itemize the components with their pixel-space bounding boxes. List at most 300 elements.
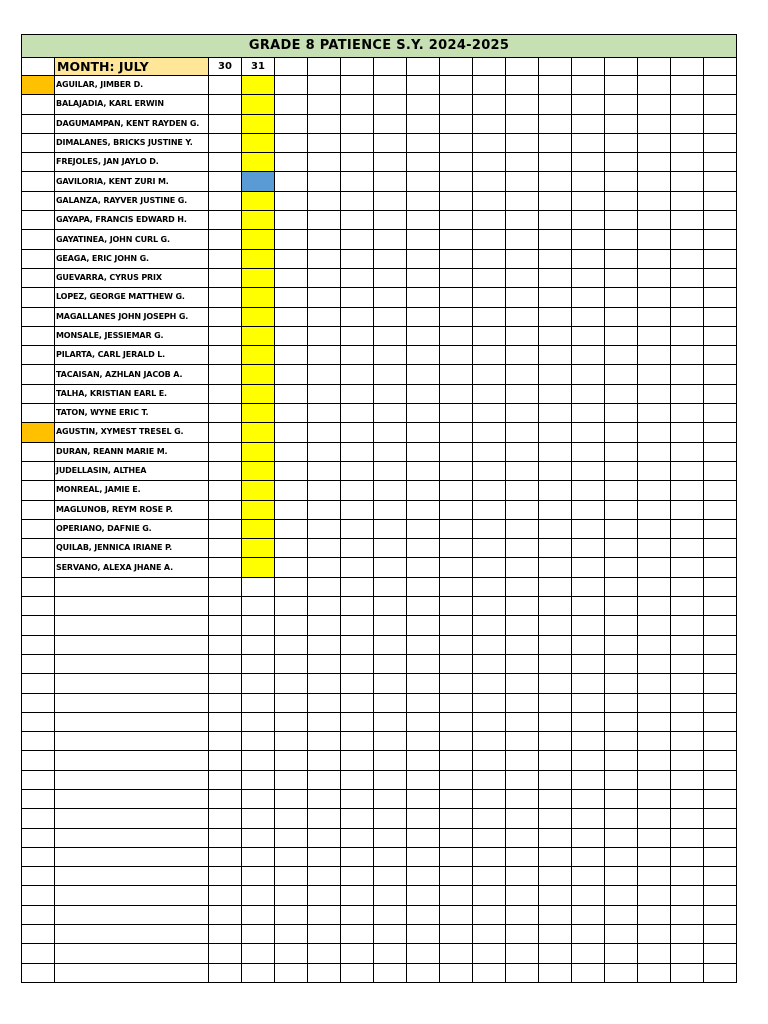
empty-cell[interactable] [440, 674, 473, 693]
empty-cell[interactable] [638, 635, 671, 654]
attendance-cell[interactable] [473, 76, 506, 95]
empty-cell[interactable] [605, 635, 638, 654]
attendance-cell[interactable] [308, 307, 341, 326]
attendance-cell[interactable] [638, 153, 671, 172]
student-name[interactable]: MAGALLANES JOHN JOSEPH G. [55, 307, 209, 326]
attendance-cell[interactable] [605, 153, 638, 172]
attendance-cell[interactable] [539, 423, 572, 442]
attendance-cell[interactable] [440, 268, 473, 287]
attendance-cell[interactable] [506, 423, 539, 442]
empty-cell[interactable] [605, 712, 638, 731]
empty-cell[interactable] [22, 828, 55, 847]
attendance-cell[interactable] [341, 268, 374, 287]
attendance-cell-31[interactable] [242, 519, 275, 538]
attendance-cell[interactable] [704, 133, 737, 152]
empty-cell[interactable] [671, 886, 704, 905]
empty-cell[interactable] [308, 654, 341, 673]
empty-cell[interactable] [374, 635, 407, 654]
attendance-cell[interactable] [539, 76, 572, 95]
attendance-cell[interactable] [539, 346, 572, 365]
attendance-cell[interactable] [506, 442, 539, 461]
attendance-cell[interactable] [572, 249, 605, 268]
empty-cell[interactable] [473, 944, 506, 963]
empty-cell[interactable] [539, 925, 572, 944]
empty-cell[interactable] [341, 828, 374, 847]
empty-cell[interactable] [671, 654, 704, 673]
attendance-cell[interactable] [506, 404, 539, 423]
attendance-cell[interactable] [605, 249, 638, 268]
attendance-cell[interactable] [341, 307, 374, 326]
attendance-cell[interactable] [407, 249, 440, 268]
header-cell[interactable] [572, 58, 605, 76]
empty-cell[interactable] [572, 732, 605, 751]
attendance-cell[interactable] [671, 268, 704, 287]
header-cell[interactable] [374, 58, 407, 76]
attendance-cell[interactable] [671, 153, 704, 172]
empty-cell[interactable] [572, 693, 605, 712]
attendance-cell-31[interactable] [242, 307, 275, 326]
attendance-cell[interactable] [605, 307, 638, 326]
empty-cell[interactable] [671, 963, 704, 982]
attendance-cell[interactable] [308, 288, 341, 307]
attendance-cell[interactable] [704, 519, 737, 538]
attendance-cell[interactable] [539, 249, 572, 268]
attendance-cell[interactable] [671, 230, 704, 249]
attendance-cell[interactable] [341, 519, 374, 538]
attendance-cell[interactable] [341, 500, 374, 519]
empty-cell[interactable] [506, 577, 539, 596]
group-marker-cell[interactable] [22, 172, 55, 191]
attendance-cell-30[interactable] [209, 288, 242, 307]
empty-cell[interactable] [440, 712, 473, 731]
empty-cell[interactable] [473, 828, 506, 847]
attendance-cell-31[interactable] [242, 133, 275, 152]
attendance-cell[interactable] [572, 326, 605, 345]
attendance-cell[interactable] [671, 442, 704, 461]
empty-cell[interactable] [407, 597, 440, 616]
attendance-cell[interactable] [605, 211, 638, 230]
group-marker-cell[interactable] [22, 288, 55, 307]
empty-cell[interactable] [572, 577, 605, 596]
empty-cell[interactable] [275, 925, 308, 944]
empty-cell[interactable] [671, 809, 704, 828]
attendance-cell[interactable] [308, 500, 341, 519]
attendance-cell[interactable] [275, 211, 308, 230]
empty-cell[interactable] [341, 867, 374, 886]
empty-cell[interactable] [638, 886, 671, 905]
attendance-cell[interactable] [671, 133, 704, 152]
group-marker-cell[interactable] [22, 95, 55, 114]
empty-cell[interactable] [671, 635, 704, 654]
empty-cell[interactable] [506, 751, 539, 770]
attendance-cell[interactable] [374, 114, 407, 133]
attendance-cell[interactable] [671, 519, 704, 538]
attendance-cell[interactable] [473, 404, 506, 423]
header-cell[interactable] [308, 58, 341, 76]
empty-cell[interactable] [209, 963, 242, 982]
header-cell[interactable] [473, 58, 506, 76]
empty-cell[interactable] [275, 905, 308, 924]
empty-cell[interactable] [539, 654, 572, 673]
attendance-cell[interactable] [605, 404, 638, 423]
empty-cell[interactable] [704, 809, 737, 828]
attendance-cell[interactable] [473, 153, 506, 172]
empty-cell[interactable] [55, 905, 209, 924]
month-label[interactable]: MONTH: JULY [55, 58, 209, 76]
empty-cell[interactable] [473, 809, 506, 828]
attendance-cell[interactable] [473, 230, 506, 249]
empty-cell[interactable] [440, 751, 473, 770]
attendance-cell[interactable] [308, 346, 341, 365]
attendance-cell[interactable] [275, 423, 308, 442]
attendance-cell[interactable] [275, 76, 308, 95]
empty-cell[interactable] [242, 732, 275, 751]
attendance-cell[interactable] [308, 268, 341, 287]
empty-cell[interactable] [22, 635, 55, 654]
empty-cell[interactable] [638, 616, 671, 635]
attendance-cell-30[interactable] [209, 539, 242, 558]
empty-cell[interactable] [506, 616, 539, 635]
empty-cell[interactable] [275, 674, 308, 693]
empty-cell[interactable] [605, 577, 638, 596]
attendance-cell[interactable] [506, 230, 539, 249]
empty-cell[interactable] [605, 963, 638, 982]
empty-cell[interactable] [572, 789, 605, 808]
empty-cell[interactable] [704, 597, 737, 616]
attendance-cell[interactable] [506, 153, 539, 172]
empty-cell[interactable] [539, 693, 572, 712]
attendance-cell[interactable] [374, 539, 407, 558]
empty-cell[interactable] [539, 809, 572, 828]
empty-cell[interactable] [242, 867, 275, 886]
empty-cell[interactable] [209, 732, 242, 751]
attendance-cell[interactable] [341, 481, 374, 500]
empty-cell[interactable] [572, 654, 605, 673]
attendance-cell[interactable] [275, 326, 308, 345]
attendance-cell[interactable] [440, 481, 473, 500]
empty-cell[interactable] [275, 616, 308, 635]
empty-cell[interactable] [209, 693, 242, 712]
attendance-cell[interactable] [704, 404, 737, 423]
header-cell[interactable] [440, 58, 473, 76]
attendance-cell[interactable] [704, 288, 737, 307]
attendance-cell[interactable] [308, 191, 341, 210]
empty-cell[interactable] [638, 963, 671, 982]
attendance-cell[interactable] [473, 558, 506, 577]
attendance-cell[interactable] [539, 191, 572, 210]
empty-cell[interactable] [275, 867, 308, 886]
attendance-cell-30[interactable] [209, 268, 242, 287]
empty-cell[interactable] [572, 925, 605, 944]
empty-cell[interactable] [374, 828, 407, 847]
empty-cell[interactable] [22, 963, 55, 982]
attendance-cell[interactable] [671, 307, 704, 326]
empty-cell[interactable] [308, 789, 341, 808]
empty-cell[interactable] [55, 867, 209, 886]
empty-cell[interactable] [341, 654, 374, 673]
attendance-cell-30[interactable] [209, 346, 242, 365]
empty-cell[interactable] [506, 712, 539, 731]
empty-cell[interactable] [572, 635, 605, 654]
header-cell[interactable] [275, 58, 308, 76]
empty-cell[interactable] [407, 751, 440, 770]
empty-cell[interactable] [209, 905, 242, 924]
attendance-cell[interactable] [374, 172, 407, 191]
empty-cell[interactable] [440, 654, 473, 673]
attendance-cell[interactable] [374, 423, 407, 442]
attendance-cell[interactable] [704, 95, 737, 114]
attendance-cell[interactable] [275, 461, 308, 480]
empty-cell[interactable] [407, 789, 440, 808]
attendance-cell[interactable] [671, 288, 704, 307]
attendance-cell[interactable] [407, 500, 440, 519]
attendance-cell[interactable] [374, 500, 407, 519]
empty-cell[interactable] [704, 751, 737, 770]
group-marker-cell[interactable] [22, 481, 55, 500]
attendance-cell[interactable] [473, 172, 506, 191]
empty-cell[interactable] [341, 847, 374, 866]
attendance-cell[interactable] [605, 384, 638, 403]
empty-cell[interactable] [22, 751, 55, 770]
empty-cell[interactable] [22, 577, 55, 596]
attendance-cell[interactable] [572, 172, 605, 191]
empty-cell[interactable] [440, 925, 473, 944]
attendance-cell[interactable] [341, 133, 374, 152]
empty-cell[interactable] [671, 770, 704, 789]
empty-cell[interactable] [341, 886, 374, 905]
empty-cell[interactable] [440, 789, 473, 808]
empty-cell[interactable] [407, 867, 440, 886]
empty-cell[interactable] [440, 732, 473, 751]
empty-cell[interactable] [506, 732, 539, 751]
attendance-cell[interactable] [473, 481, 506, 500]
group-marker-cell[interactable] [22, 500, 55, 519]
attendance-cell[interactable] [374, 95, 407, 114]
empty-cell[interactable] [407, 616, 440, 635]
attendance-cell[interactable] [275, 268, 308, 287]
empty-cell[interactable] [704, 944, 737, 963]
attendance-cell[interactable] [407, 172, 440, 191]
attendance-cell[interactable] [605, 558, 638, 577]
empty-cell[interactable] [506, 809, 539, 828]
attendance-cell[interactable] [605, 423, 638, 442]
attendance-cell[interactable] [407, 153, 440, 172]
empty-cell[interactable] [275, 693, 308, 712]
attendance-cell[interactable] [275, 307, 308, 326]
empty-cell[interactable] [572, 616, 605, 635]
attendance-cell[interactable] [374, 558, 407, 577]
attendance-cell[interactable] [275, 230, 308, 249]
attendance-cell-31[interactable] [242, 191, 275, 210]
attendance-cell[interactable] [473, 539, 506, 558]
attendance-cell[interactable] [605, 519, 638, 538]
attendance-cell[interactable] [572, 384, 605, 403]
empty-cell[interactable] [242, 693, 275, 712]
marker-header-cell[interactable] [22, 58, 55, 76]
empty-cell[interactable] [209, 654, 242, 673]
empty-cell[interactable] [704, 654, 737, 673]
empty-cell[interactable] [572, 770, 605, 789]
empty-cell[interactable] [341, 944, 374, 963]
attendance-cell[interactable] [473, 249, 506, 268]
empty-cell[interactable] [55, 963, 209, 982]
attendance-cell[interactable] [638, 346, 671, 365]
attendance-cell-30[interactable] [209, 76, 242, 95]
attendance-cell-30[interactable] [209, 384, 242, 403]
empty-cell[interactable] [242, 674, 275, 693]
group-marker-cell[interactable] [22, 153, 55, 172]
empty-cell[interactable] [209, 847, 242, 866]
empty-cell[interactable] [605, 789, 638, 808]
empty-cell[interactable] [374, 732, 407, 751]
attendance-cell-30[interactable] [209, 519, 242, 538]
attendance-cell[interactable] [539, 442, 572, 461]
attendance-cell[interactable] [605, 230, 638, 249]
attendance-cell[interactable] [572, 442, 605, 461]
student-name[interactable]: GAYATINEA, JOHN CURL G. [55, 230, 209, 249]
attendance-cell[interactable] [605, 172, 638, 191]
empty-cell[interactable] [275, 789, 308, 808]
empty-cell[interactable] [407, 654, 440, 673]
attendance-cell[interactable] [341, 230, 374, 249]
attendance-cell[interactable] [275, 288, 308, 307]
empty-cell[interactable] [704, 963, 737, 982]
attendance-cell[interactable] [605, 461, 638, 480]
group-marker-cell[interactable] [22, 423, 55, 442]
attendance-cell[interactable] [605, 500, 638, 519]
empty-cell[interactable] [242, 847, 275, 866]
empty-cell[interactable] [308, 732, 341, 751]
group-marker-cell[interactable] [22, 211, 55, 230]
attendance-cell[interactable] [539, 365, 572, 384]
attendance-cell[interactable] [440, 423, 473, 442]
attendance-cell[interactable] [308, 384, 341, 403]
empty-cell[interactable] [407, 635, 440, 654]
attendance-cell[interactable] [638, 404, 671, 423]
attendance-cell[interactable] [407, 384, 440, 403]
attendance-cell[interactable] [440, 95, 473, 114]
empty-cell[interactable] [572, 597, 605, 616]
attendance-cell[interactable] [539, 268, 572, 287]
attendance-cell[interactable] [671, 500, 704, 519]
empty-cell[interactable] [22, 674, 55, 693]
empty-cell[interactable] [55, 828, 209, 847]
empty-cell[interactable] [638, 809, 671, 828]
attendance-cell[interactable] [440, 384, 473, 403]
empty-cell[interactable] [374, 847, 407, 866]
empty-cell[interactable] [374, 751, 407, 770]
empty-cell[interactable] [242, 886, 275, 905]
attendance-cell[interactable] [572, 95, 605, 114]
empty-cell[interactable] [55, 751, 209, 770]
attendance-cell[interactable] [308, 249, 341, 268]
attendance-cell-30[interactable] [209, 423, 242, 442]
attendance-cell[interactable] [638, 249, 671, 268]
attendance-cell-31[interactable] [242, 230, 275, 249]
attendance-cell[interactable] [671, 114, 704, 133]
attendance-cell[interactable] [671, 326, 704, 345]
attendance-cell[interactable] [506, 519, 539, 538]
empty-cell[interactable] [605, 654, 638, 673]
empty-cell[interactable] [671, 577, 704, 596]
attendance-cell[interactable] [671, 384, 704, 403]
attendance-cell[interactable] [671, 211, 704, 230]
attendance-cell[interactable] [539, 133, 572, 152]
empty-cell[interactable] [308, 809, 341, 828]
attendance-cell[interactable] [506, 558, 539, 577]
attendance-cell[interactable] [275, 153, 308, 172]
empty-cell[interactable] [308, 674, 341, 693]
attendance-cell[interactable] [308, 558, 341, 577]
attendance-cell[interactable] [473, 461, 506, 480]
student-name[interactable]: SERVANO, ALEXA JHANE A. [55, 558, 209, 577]
empty-cell[interactable] [473, 654, 506, 673]
attendance-cell-30[interactable] [209, 95, 242, 114]
attendance-cell[interactable] [374, 268, 407, 287]
group-marker-cell[interactable] [22, 230, 55, 249]
student-name[interactable]: MAGLUNOB, REYM ROSE P. [55, 500, 209, 519]
attendance-cell[interactable] [407, 423, 440, 442]
group-marker-cell[interactable] [22, 346, 55, 365]
empty-cell[interactable] [407, 828, 440, 847]
attendance-cell[interactable] [704, 539, 737, 558]
attendance-cell[interactable] [308, 153, 341, 172]
attendance-cell[interactable] [638, 365, 671, 384]
attendance-cell[interactable] [638, 442, 671, 461]
attendance-cell-31[interactable] [242, 558, 275, 577]
empty-cell[interactable] [671, 867, 704, 886]
attendance-cell-31[interactable] [242, 461, 275, 480]
empty-cell[interactable] [704, 867, 737, 886]
attendance-cell[interactable] [407, 442, 440, 461]
attendance-cell-31[interactable] [242, 423, 275, 442]
empty-cell[interactable] [506, 886, 539, 905]
attendance-cell[interactable] [341, 76, 374, 95]
attendance-cell[interactable] [572, 481, 605, 500]
empty-cell[interactable] [440, 597, 473, 616]
attendance-cell[interactable] [407, 211, 440, 230]
attendance-cell[interactable] [539, 230, 572, 249]
empty-cell[interactable] [638, 770, 671, 789]
attendance-cell[interactable] [440, 76, 473, 95]
attendance-cell[interactable] [605, 114, 638, 133]
attendance-cell[interactable] [671, 558, 704, 577]
student-name[interactable]: GAYAPA, FRANCIS EDWARD H. [55, 211, 209, 230]
empty-cell[interactable] [473, 789, 506, 808]
attendance-cell[interactable] [572, 153, 605, 172]
attendance-cell[interactable] [572, 288, 605, 307]
group-marker-cell[interactable] [22, 249, 55, 268]
attendance-cell[interactable] [308, 404, 341, 423]
empty-cell[interactable] [242, 963, 275, 982]
attendance-cell[interactable] [308, 211, 341, 230]
empty-cell[interactable] [704, 847, 737, 866]
empty-cell[interactable] [572, 963, 605, 982]
attendance-cell[interactable] [440, 153, 473, 172]
attendance-cell[interactable] [374, 365, 407, 384]
attendance-cell[interactable] [704, 461, 737, 480]
attendance-cell-30[interactable] [209, 230, 242, 249]
empty-cell[interactable] [209, 712, 242, 731]
empty-cell[interactable] [55, 616, 209, 635]
attendance-cell-31[interactable] [242, 326, 275, 345]
attendance-cell[interactable] [407, 519, 440, 538]
attendance-cell[interactable] [407, 288, 440, 307]
attendance-cell[interactable] [671, 95, 704, 114]
empty-cell[interactable] [242, 635, 275, 654]
empty-cell[interactable] [440, 616, 473, 635]
empty-cell[interactable] [671, 693, 704, 712]
